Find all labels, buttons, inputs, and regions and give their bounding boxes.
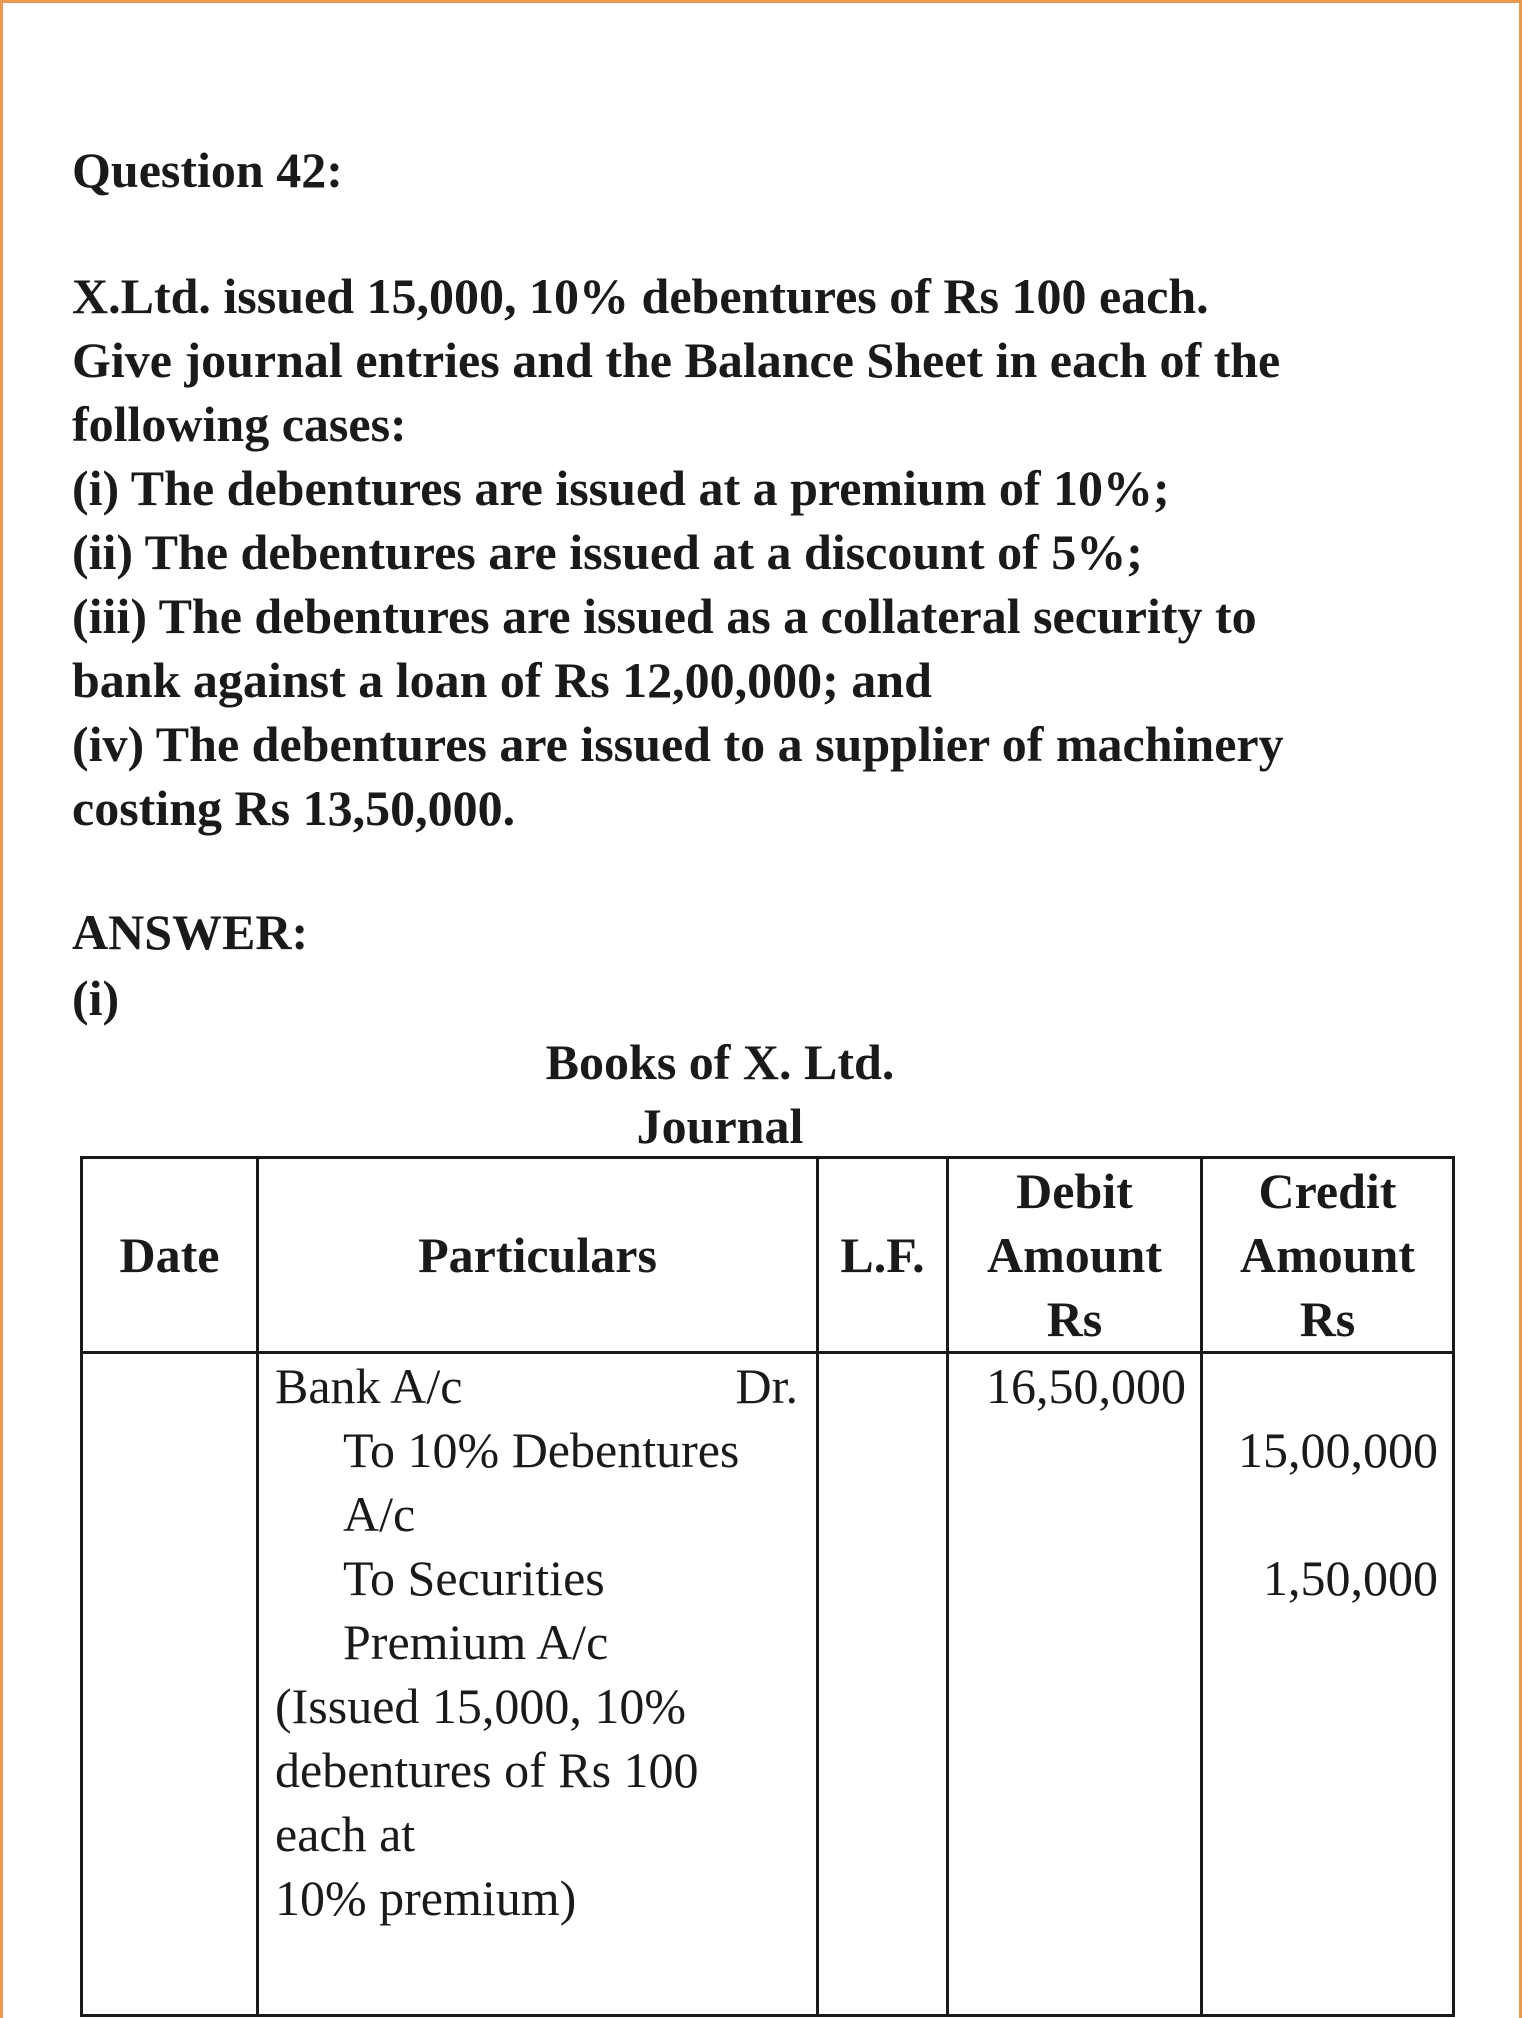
- question-body: [72, 264, 1472, 840]
- question-line: following cases:: [72, 396, 407, 452]
- debit-account: Bank A/c: [275, 1358, 463, 1414]
- journal-title: Journal: [636, 1098, 804, 1154]
- credit-account-line: A/c: [343, 1486, 416, 1542]
- cell-particulars: [258, 1353, 818, 2016]
- credit-account-line: Premium A/c: [343, 1614, 609, 1670]
- cell-debit: [948, 1353, 1202, 2016]
- cell-date: [82, 1353, 258, 2016]
- header-particulars: Particulars: [258, 1158, 818, 1353]
- question-line: costing Rs 13,50,000.: [72, 780, 516, 836]
- debit-amount: 16,50,000: [986, 1358, 1186, 1414]
- header-debit-line: Amount: [986, 1227, 1163, 1283]
- table-row: [82, 1353, 1454, 2016]
- cell-lf: [818, 1353, 948, 2016]
- part-label: (i): [72, 970, 120, 1026]
- header-debit-line: Rs: [1046, 1291, 1103, 1347]
- credit-account-line: To 10% Debentures: [343, 1422, 740, 1478]
- question-line: Give journal entries and the Balance Sheet in each of the: [72, 332, 1281, 388]
- question-line: (i) The debentures are issued at a premium of 10%;: [72, 460, 1170, 516]
- narration-line: (Issued 15,000, 10%: [275, 1678, 687, 1734]
- credit-spacer: [1203, 1354, 1438, 1418]
- question-title: Question 42:: [72, 142, 343, 198]
- credit-spacer: [1203, 1482, 1438, 1546]
- question-line: (iii) The debentures are issued as a collateral security to: [72, 588, 1257, 644]
- debit-account-line: [275, 1354, 798, 1418]
- answer-label: ANSWER:: [72, 904, 309, 960]
- narration-line: 10% premium): [275, 1870, 577, 1926]
- credit-amount-debentures: 15,00,000: [1238, 1422, 1438, 1478]
- question-line: (iv) The debentures are issued to a supplier of machinery: [72, 716, 1284, 772]
- question-line: (ii) The debentures are issued at a discount of 5%;: [72, 524, 1143, 580]
- question-line: X.Ltd. issued 15,000, 10% debentures of Rs 100 each.: [72, 268, 1209, 324]
- header-credit: [1202, 1158, 1454, 1353]
- narration-line: debentures of Rs 100: [275, 1742, 699, 1798]
- table-header-row: [82, 1158, 1454, 1353]
- credit-amount-premium: 1,50,000: [1263, 1550, 1438, 1606]
- header-debit-line: Debit: [1016, 1163, 1133, 1219]
- header-lf: L.F.: [818, 1158, 948, 1353]
- header-credit-line: Credit: [1258, 1163, 1397, 1219]
- header-credit-line: Rs: [1299, 1291, 1356, 1347]
- credit-account-line: To Securities: [343, 1550, 605, 1606]
- books-title: Books of X. Ltd.: [545, 1034, 895, 1090]
- dr-marker: Dr.: [735, 1358, 798, 1414]
- cell-credit: [1202, 1353, 1454, 2016]
- header-credit-line: Amount: [1239, 1227, 1416, 1283]
- question-line: bank against a loan of Rs 12,00,000; and: [72, 652, 932, 708]
- header-debit: [948, 1158, 1202, 1353]
- journal-table: [80, 1156, 1455, 2017]
- narration-line: each at: [275, 1806, 416, 1862]
- header-date: Date: [82, 1158, 258, 1353]
